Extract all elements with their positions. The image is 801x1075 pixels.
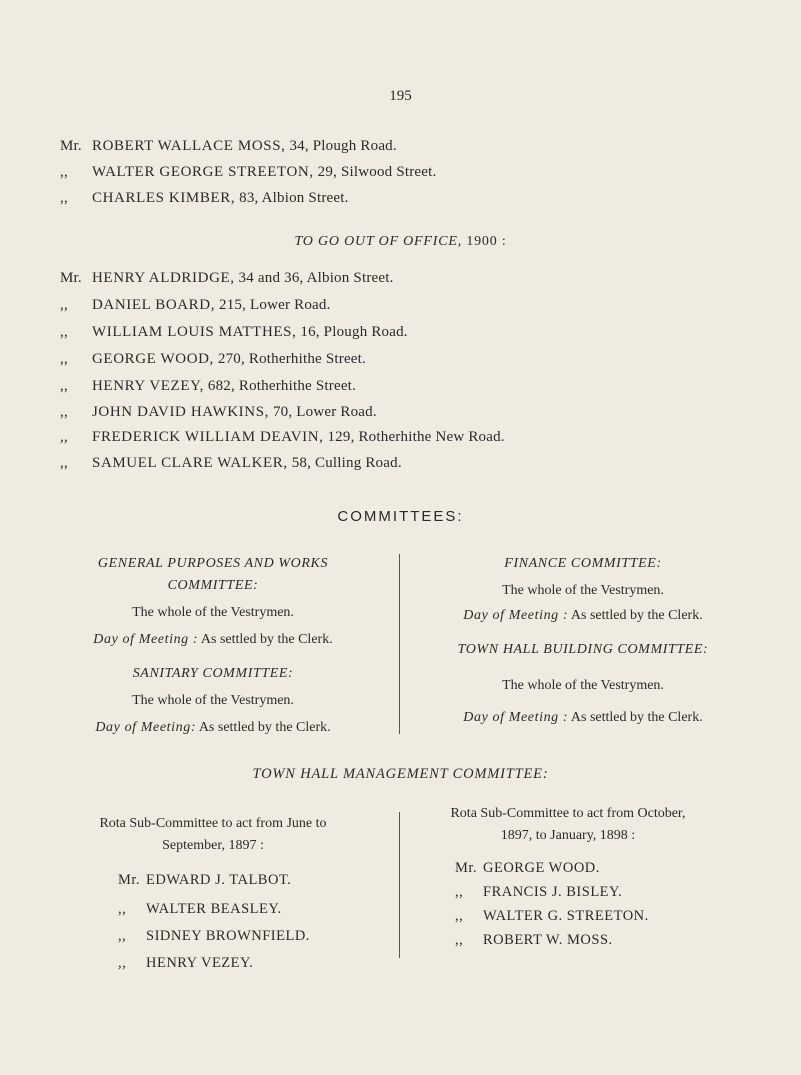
- member-prefix: ,,: [118, 901, 127, 917]
- member-name: WALTER G. STREETON.: [483, 908, 649, 924]
- finance-members: The whole of the Vestrymen.: [502, 583, 664, 598]
- member-name: JOHN DAVID HAWKINS,: [92, 404, 270, 420]
- member-address: 16, Plough Road.: [296, 324, 408, 340]
- office-heading: [0, 234, 801, 250]
- member-name: HENRY VEZEY.: [146, 955, 254, 971]
- member-prefix: ,,: [60, 429, 68, 445]
- sanitary-title: SANITARY COMMITTEE:: [132, 666, 294, 681]
- day-value: As settled by the Clerk.: [198, 632, 333, 647]
- rota-left-line-1: Rota Sub-Committee to act from June to: [99, 816, 327, 831]
- day-label: Day of Meeting :: [93, 632, 199, 647]
- page-number: 195: [389, 88, 412, 104]
- office-member-line: [60, 351, 366, 368]
- member-name: ROBERT WALLACE MOSS,: [92, 138, 286, 154]
- town-hall-building-title: TOWN HALL BUILDING COMMITTEE:: [457, 642, 709, 657]
- day-label: Day of Meeting:: [95, 720, 197, 735]
- finance-title: FINANCE COMMITTEE:: [504, 556, 662, 571]
- town-hall-building-members: The whole of the Vestrymen.: [502, 678, 664, 693]
- member-address: 682, Rotherhithe Street.: [203, 378, 356, 394]
- member-name: WALTER GEORGE STREETON,: [92, 164, 314, 180]
- member-name: WALTER BEASLEY.: [146, 901, 282, 917]
- member-address: 29, Silwood Street.: [313, 164, 437, 180]
- member-name: GEORGE WOOD.: [483, 860, 600, 876]
- office-heading-text: TO GO OUT OF OFFICE,: [294, 234, 463, 249]
- office-year: 1900 :: [462, 234, 507, 249]
- rota-right-member: [455, 884, 622, 901]
- rota-left-member: [118, 928, 310, 945]
- member-address: 270, Rotherhithe Street.: [213, 351, 366, 367]
- finance-day: [418, 608, 748, 624]
- member-prefix: ,,: [60, 324, 68, 340]
- member-address: 58, Culling Road.: [287, 455, 402, 471]
- office-member-line: [60, 378, 356, 395]
- general-purposes-title-2: COMMITTEE:: [167, 578, 259, 593]
- rota-left-member: [118, 955, 253, 972]
- rota-left-header: [48, 816, 378, 866]
- member-line: [60, 190, 349, 207]
- member-name: GEORGE WOOD,: [92, 351, 214, 367]
- member-prefix: Mr.: [60, 270, 82, 286]
- office-member-line: [60, 455, 402, 472]
- management-heading: TOWN HALL MANAGEMENT COMMITTEE:: [252, 766, 549, 782]
- member-name: ROBERT W. MOSS.: [483, 932, 613, 948]
- member-prefix: Mr.: [455, 860, 478, 876]
- member-prefix: Mr.: [118, 872, 141, 888]
- office-member-line: [60, 324, 408, 341]
- column-divider: [399, 554, 400, 734]
- member-prefix: Mr.: [60, 138, 82, 154]
- member-name: HENRY VEZEY,: [92, 378, 204, 394]
- sanitary-members: The whole of the Vestrymen.: [132, 693, 294, 708]
- member-prefix: ,,: [60, 297, 68, 313]
- left-committees-column: [48, 556, 378, 746]
- committees-heading: COMMITTEES:: [337, 508, 464, 525]
- general-purposes-day: [48, 632, 378, 648]
- member-prefix: ,,: [60, 351, 68, 367]
- day-label: Day of Meeting :: [463, 608, 569, 623]
- sanitary-day: [48, 720, 378, 736]
- rota-right-line-2: 1897, to January, 1898 :: [500, 828, 636, 843]
- town-hall-building-day: [418, 710, 748, 726]
- rota-left-member: [118, 901, 282, 918]
- member-name: EDWARD J. TALBOT.: [146, 872, 292, 888]
- member-name: SAMUEL CLARE WALKER,: [92, 455, 288, 471]
- member-prefix: ,,: [455, 908, 464, 924]
- member-prefix: ,,: [118, 928, 127, 944]
- rota-left-member: [118, 872, 291, 889]
- member-name: SIDNEY BROWNFIELD.: [146, 928, 310, 944]
- member-prefix: ,,: [60, 190, 68, 206]
- rota-right-line-1: Rota Sub-Committee to act from October,: [450, 806, 686, 821]
- right-committees-column: [418, 556, 748, 746]
- member-name: FRANCIS J. BISLEY.: [483, 884, 623, 900]
- member-name: FREDERICK WILLIAM DEAVIN,: [92, 429, 324, 445]
- member-address: 215, Lower Road.: [215, 297, 331, 313]
- member-address: 70, Lower Road.: [269, 404, 377, 420]
- member-name: HENRY ALDRIDGE,: [92, 270, 235, 286]
- member-name: CHARLES KIMBER,: [92, 190, 236, 206]
- rota-right-member: [455, 932, 613, 949]
- office-member-line: [60, 429, 505, 446]
- member-prefix: ,,: [60, 164, 68, 180]
- member-prefix: ,,: [455, 884, 464, 900]
- day-value: As settled by the Clerk.: [568, 710, 703, 725]
- rota-right-member: [455, 860, 600, 877]
- general-purposes-members: The whole of the Vestrymen.: [132, 605, 294, 620]
- day-label: Day of Meeting :: [463, 710, 569, 725]
- member-prefix: ,,: [60, 404, 68, 420]
- member-name: DANIEL BOARD,: [92, 297, 216, 313]
- member-prefix: ,,: [118, 955, 127, 971]
- rota-right-header: [408, 806, 728, 856]
- day-value: As settled by the Clerk.: [196, 720, 331, 735]
- member-address: 83, Albion Street.: [235, 190, 349, 206]
- member-name: WILLIAM LOUIS MATTHES,: [92, 324, 297, 340]
- column-divider: [399, 812, 400, 958]
- office-member-line: [60, 297, 331, 314]
- general-purposes-title: GENERAL PURPOSES AND WORKS: [97, 556, 329, 571]
- member-prefix: ,,: [60, 455, 68, 471]
- member-prefix: ,,: [60, 378, 68, 394]
- rota-left-line-2: September, 1897 :: [162, 838, 264, 853]
- rota-right-member: [455, 908, 649, 925]
- member-prefix: ,,: [455, 932, 464, 948]
- member-address: 34 and 36, Albion Street.: [234, 270, 394, 286]
- day-value: As settled by the Clerk.: [568, 608, 703, 623]
- member-line: [60, 138, 397, 155]
- office-member-line: [60, 270, 394, 287]
- office-member-line: [60, 404, 377, 421]
- member-line: [60, 164, 436, 181]
- member-address: 34, Plough Road.: [285, 138, 397, 154]
- member-address: 129, Rotherhithe New Road.: [323, 429, 505, 445]
